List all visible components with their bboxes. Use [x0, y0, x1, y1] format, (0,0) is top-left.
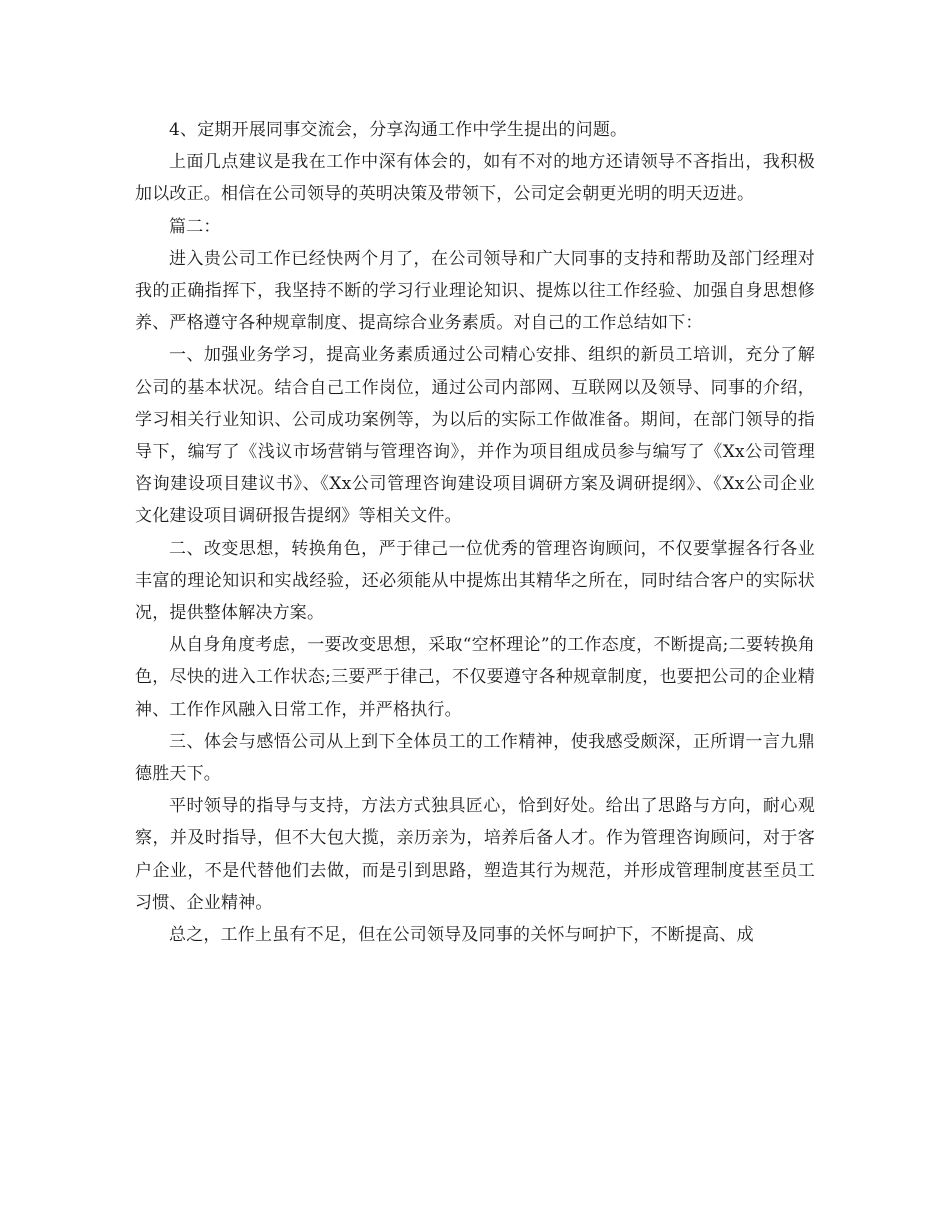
- paragraph-closing-remarks: 上面几点建议是我在工作中深有体会的，如有不对的地方还请领导不吝指出，我积极加以改正。相信在公司领导的英明决策及带领下，公司定会朝更光明的明天迈进。: [135, 152, 815, 205]
- section-heading-part-two: 篇二：: [169, 216, 221, 237]
- paragraph-summary: 总之，工作上虽有不足，但在公司领导及同事的关怀与呵护下，不断提高、成: [169, 925, 754, 946]
- document-body: [135, 114, 815, 951]
- paragraph-introduction: 进入贵公司工作已经快两个月了，在公司领导和广大同事的支持和帮助及部门经理对我的正确指挥下，我坚持不断的学习行业理论知识、提炼以往工作经验、加强自身思想修养、严格遵守各种规章制度、提高综合业务素质。对自己的工作总结如下：: [135, 248, 815, 334]
- paragraph-point-two: 二、改变思想，转换角色，严于律己一位优秀的管理咨询顾问，不仅要掌握各行各业丰富的理论知识和实战经验，还必须能从中提炼出其精华之所在，同时结合客户的实际状况，提供整体解决方案。: [135, 538, 815, 624]
- paragraph-point-three: 三、体会与感悟公司从上到下全体员工的工作精神，使我感受颇深，正所谓一言九鼎德胜天下。: [135, 731, 815, 785]
- paragraph-point-one: 一、加强业务学习，提高业务素质通过公司精心安排、组织的新员工培训，充分了解公司的基本状况。结合自己工作岗位，通过公司内部网、互联网以及领导、同事的介绍，学习相关行业知识、公司成功案例等，为以后的实际工作做准备。期间，在部门领导的指导下，编写了《浅议市场营销与管理咨询》，并作为项目组成员参与编写了《Xx公司管理咨询建设项目建议书》、《Xx公司管理咨询建设项目调研方案及调研提纲》、《Xx公司企业文化建设项目调研报告提纲》等相关文件。: [135, 345, 815, 527]
- paragraph-leadership-guidance: 平时领导的指导与支持，方法方式独具匠心，恰到好处。给出了思路与方向，耐心观察，并及时指导，但不大包大揽，亲历亲为，培养后备人才。作为管理咨询顾问，对于客户企业，不是代替他们去做，而是引到思路，塑造其行为规范，并形成管理制度甚至员工习惯、企业精神。: [135, 796, 815, 913]
- paragraph-suggestion-4: 4、定期开展同事交流会，分享沟通工作中学生提出的问题。: [169, 120, 628, 140]
- paragraph-self-perspective: 从自身角度考虑，一要改变思想，采取“空杯理论”的工作态度，不断提高;二要转换角色，尽快的进入工作状态;三要严于律己，不仅要遵守各种规章制度，也要把公司的企业精神、工作作风融入日常工作，并严格执行。: [135, 635, 815, 720]
